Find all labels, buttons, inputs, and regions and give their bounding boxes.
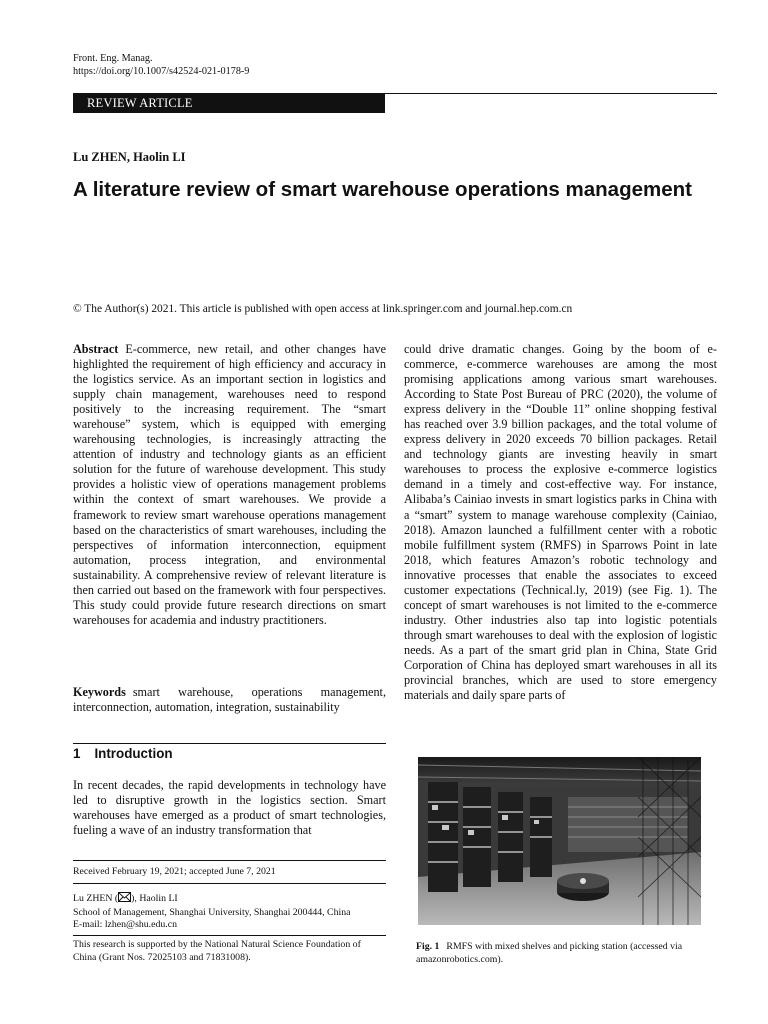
footnote-rule-2	[73, 883, 386, 884]
abstract-block	[73, 342, 386, 628]
body-text-right	[404, 342, 717, 703]
keywords-block	[73, 685, 386, 715]
right-column-paragraph: could drive dramatic changes. Going by the boom of e-commerce, e-commerce warehouses are among the most promising applications among various smart warehouses. According to State Post Bureau of PRC (2020), the volume of express delivery in the “Double 11” online shopping festival has reached over 3.9 billion packages, and the total volume of express delivery in 2020 exceeds 70 billion packages. Retail and technology giants are investing heavily in smart warehouses to process the explosive e-commerce logistics demand in a timely and cost-effective way. For instance, Alibaba’s Cainiao invests in smart logistics parks in China with a “smart” system to manage warehouse complexity (Cainiao, 2018). Amazon launched a fulfillment center with a robotic mobile fulfillment system (RMFS) in Sparrows Point in late 2018, which features Amazon’s robotic technology and innovative processes that enable the associates to exceed customer expectations (Technical.ly, 2019) (see Fig. 1). The concept of smart warehouses is not limited to the e-commerce industry. Other industries also tap into logistic potentials through smart warehouses to deal with the explosion of logistic needs. As a part of the smart grid plan in China, State Grid Corporation of China has deployed smart warehouses in all its provincial branches, which are used to store emergency materials and daily spare parts of	[404, 342, 717, 703]
section-number: 1	[73, 746, 81, 761]
journal-name: Front. Eng. Manag.	[73, 53, 153, 64]
doi-link[interactable]: https://doi.org/10.1007/s42524-021-0178-9	[73, 65, 250, 77]
abstract-text: E-commerce, new retail, and other changes have highlighted the requirement of high efficiency and accuracy in the logistics service. As an important section in logistics and supply chain management, warehouses need to respond positively to the increasing requirement. The “smart warehouse” system, which is equipped with emerging warehousing technologies, is increasingly attracting the attention of industry and technology giants as an efficient solution for the future of warehouse development. This study provides a holistic view of operations management problems within the context of smart warehouses. We provide a framework to review smart warehouse operations management based on the characteristics of smart warehouses, including the perspectives of information interconnection, equipment automation, process integration, and environmental sustainability. A comprehensive review of relevant literature is then carried out based on the framework with four perspectives. This study could provide future research directions on smart warehouses for academia and industry practitioners.	[73, 342, 386, 627]
warehouse-robot-photo	[418, 757, 701, 925]
intro-text: In recent decades, the rapid developments in technology have led to disruptive growth in the logistics section. Smart warehouses have emerged as a product of smart technologies, fueling a wave of an industry transformation that	[73, 778, 386, 838]
keywords-text: smart warehouse, operations management, interconnection, automation, integration, sustainability	[73, 685, 386, 715]
author-line	[73, 892, 386, 907]
footnote-rule	[73, 860, 386, 861]
intro-paragraph	[73, 778, 386, 838]
email-address[interactable]: E-mail: lzhen@shu.edu.cn	[73, 919, 177, 931]
section-rule	[73, 743, 386, 744]
other-author: ), Haolin LI	[131, 893, 178, 904]
affiliation: School of Management, Shanghai University, Shanghai 200444, China	[73, 906, 351, 918]
figure-caption-text: RMFS with mixed shelves and picking station (accessed via amazonrobotics.com).	[416, 941, 683, 965]
figure-label: Fig. 1	[416, 941, 440, 952]
corresponding-author: Lu ZHEN (	[73, 893, 119, 904]
envelope-icon[interactable]	[118, 892, 131, 907]
figure-caption	[416, 941, 716, 966]
author-list: Lu ZHEN, Haolin LI	[73, 150, 186, 164]
article-type-banner: REVIEW ARTICLE	[73, 94, 385, 113]
article-title: A literature review of smart warehouse operations management	[73, 178, 692, 201]
funding-note: This research is supported by the National Natural Science Foundation of China (Grant Nos. 72025103 and 71831008).	[73, 939, 361, 963]
received-date: Received February 19, 2021; accepted June 7, 2021	[73, 866, 276, 877]
keywords-label: Keywords	[73, 685, 126, 699]
footnote-rule-3	[73, 935, 386, 936]
copyright-notice: © The Author(s) 2021. This article is published with open access at link.springer.com and journal.hep.com.cn	[73, 303, 573, 315]
author-info	[73, 892, 386, 932]
abstract-label: Abstract	[73, 342, 119, 356]
section-heading	[73, 745, 173, 762]
section-title: Introduction	[94, 746, 173, 761]
journal-info	[73, 53, 249, 78]
